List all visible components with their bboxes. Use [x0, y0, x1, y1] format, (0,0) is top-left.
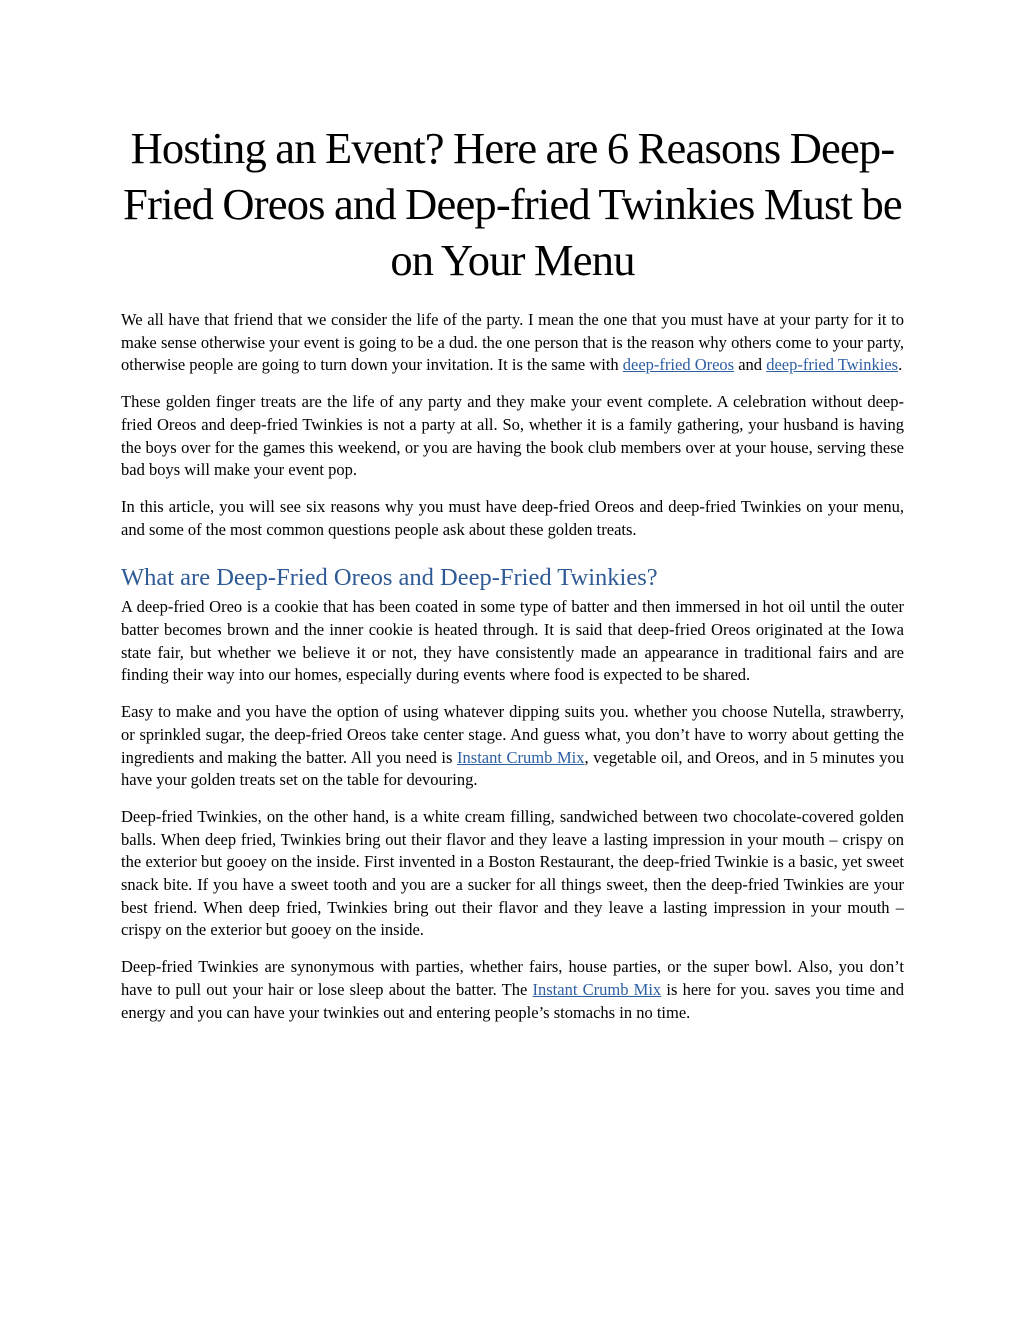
section-paragraph-4 — [121, 956, 904, 1024]
article-title: Hosting an Event? Here are 6 Reasons Deep-Fried Oreos and Deep-fried Twinkies Must be on Your Menu — [123, 123, 902, 285]
section-heading-what-are: What are Deep-Fried Oreos and Deep-Fried Twinkies? — [121, 564, 658, 592]
section-paragraph-2 — [121, 701, 904, 792]
intro-paragraph-1 — [121, 309, 904, 377]
section-p2-text-after: , vegetable oil, and Oreos, and in 5 minutes you have your golden treats set on the table for devouring. — [121, 747, 905, 790]
intro-p1-text-before: We all have that friend that we consider the life of the party. I mean the one that you must have at your party for it to make sense otherwise your event is going to be a dud. the one person that is the reason why others come to your party, otherwise people are going to turn down your invitation. It is the same with — [121, 310, 904, 375]
instant-crumb-mix-link-2[interactable]: Instant Crumb Mix — [532, 979, 662, 999]
intro-paragraph-2: These golden finger treats are the life of any party and they make your event complete. A celebration without deep-fried Oreos and deep-fried Twinkies is not a party at all. So, whether it is a family gathering, your husband is having the boys over for the games this weekend, or you are having the book club members over at your house, serving these bad boys will make your event pop. — [121, 392, 904, 480]
section-paragraph-1: A deep-fried Oreo is a cookie that has been coated in some type of batter and then immersed in hot oil until the outer batter becomes brown and the inner cookie is heated through. It is said that deep-fried Oreos originated at the Iowa state fair, but whether we believe it or not, they have consistently made an appearance in traditional fairs and are finding their way into our homes, especially during events where food is expected to be shared. — [121, 597, 904, 685]
intro-paragraph-3: In this article, you will see six reasons why you must have deep-fried Oreos and deep-fried Twinkies on your menu, and some of the most common questions people ask about these golden treats. — [121, 496, 904, 539]
section-p4-text-before: Deep-fried Twinkies are synonymous with parties, whether fairs, house parties, or the super bowl. Also, you don’t have to pull out your hair or lose sleep about the batter. The — [121, 957, 904, 999]
document-page — [121, 120, 904, 1038]
section-paragraph-3: Deep-fried Twinkies, on the other hand, is a white cream filling, sandwiched between two chocolate-covered golden balls. When deep fried, Twinkies bring out their flavor and they leave a lasting impression in your mouth – crispy on the exterior but gooey on the inside. First invented in a Boston Restaurant, the deep-fried Twinkie is a basic, yet sweet snack bite. If you have a sweet tooth and you are a sucker for all things sweet, then the deep-fried Twinkies are your best friend. When deep fried, Twinkies bring out their flavor and they leave a lasting impression in your mouth – crispy on the exterior but gooey on the inside. — [121, 806, 904, 940]
section-what-are — [121, 596, 904, 1024]
section-p4-text-after: is here for you. saves you time and energy and you can have your twinkies out and entering people’s stomachs in no time. — [121, 979, 905, 1022]
intro-p1-text-after: . — [898, 355, 903, 375]
intro-p1-text-mid: and — [734, 355, 767, 375]
deep-fried-oreos-link[interactable]: deep-fried Oreos — [622, 355, 735, 375]
article-intro — [121, 309, 904, 541]
section-p2-text-before: Easy to make and you have the option of using whatever dipping suits you. whether you choose Nutella, strawberry, or sprinkled sugar, the deep-fried Oreos take center stage. And guess what, you don’t have to worry about getting the ingredients and making the batter. All you need is — [121, 702, 904, 767]
deep-fried-twinkies-link[interactable]: deep-fried Twinkies — [766, 355, 899, 375]
instant-crumb-mix-link-1[interactable]: Instant Crumb Mix — [457, 747, 585, 767]
